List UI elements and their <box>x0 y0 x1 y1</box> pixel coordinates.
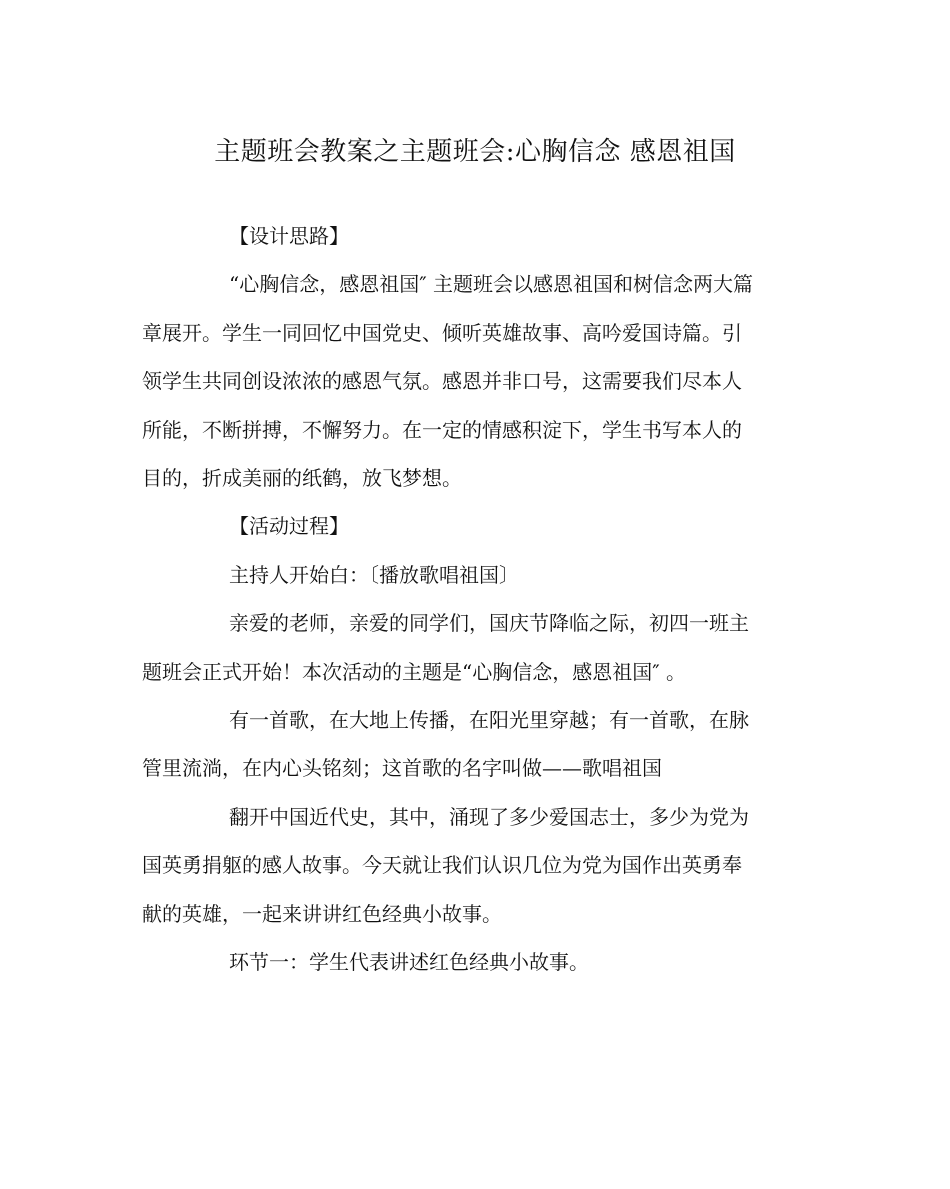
document-title: 主题班会教案之主题班会:心胸信念 感恩祖国 <box>214 137 736 167</box>
paragraph-line: 管里流淌，在内心头铭刻；这首歌的名字叫做——歌唱祖国 <box>142 756 662 780</box>
paragraph-line: 有一首歌，在大地上传播，在阳光里穿越；有一首歌，在脉 <box>229 708 749 732</box>
paragraph-line: 主持人开始白：〔播放歌唱祖国〕 <box>229 563 519 587</box>
paragraph-line: 国英勇捐躯的感人故事。今天就让我们认识几位为党为国作出英勇奉 <box>142 853 742 877</box>
section-heading-activity-process: 【活动过程】 <box>229 514 349 538</box>
paragraph-line: 章展开。学生一同回忆中国党史、倾听英雄故事、高吟爱国诗篇。引 <box>142 321 742 345</box>
section-heading-design-idea: 【设计思路】 <box>229 224 349 248</box>
paragraph-line: “心胸信念，感恩祖国″ 主题班会以感恩祖国和树信念两大篇 <box>229 272 754 296</box>
paragraph-line: 题班会正式开始！本次活动的主题是“心胸信念，感恩祖国″ 。 <box>142 660 687 684</box>
paragraph-line: 亲爱的老师，亲爱的同学们，国庆节降临之际，初四一班主 <box>229 611 749 635</box>
paragraph-line: 环节一：学生代表讲述红色经典小故事。 <box>229 950 589 974</box>
paragraph-line: 目的，折成美丽的纸鹤，放飞梦想。 <box>142 466 462 490</box>
paragraph-line: 所能，不断拼搏，不懈努力。在一定的情感积淀下，学生书写本人的 <box>142 418 742 442</box>
paragraph-line: 献的英雄，一起来讲讲红色经典小故事。 <box>142 902 502 926</box>
paragraph-line: 翻开中国近代史，其中，涌现了多少爱国志士，多少为党为 <box>229 805 749 829</box>
paragraph-line: 领学生共同创设浓浓的感恩气氛。感恩并非口号，这需要我们尽本人 <box>142 369 742 393</box>
